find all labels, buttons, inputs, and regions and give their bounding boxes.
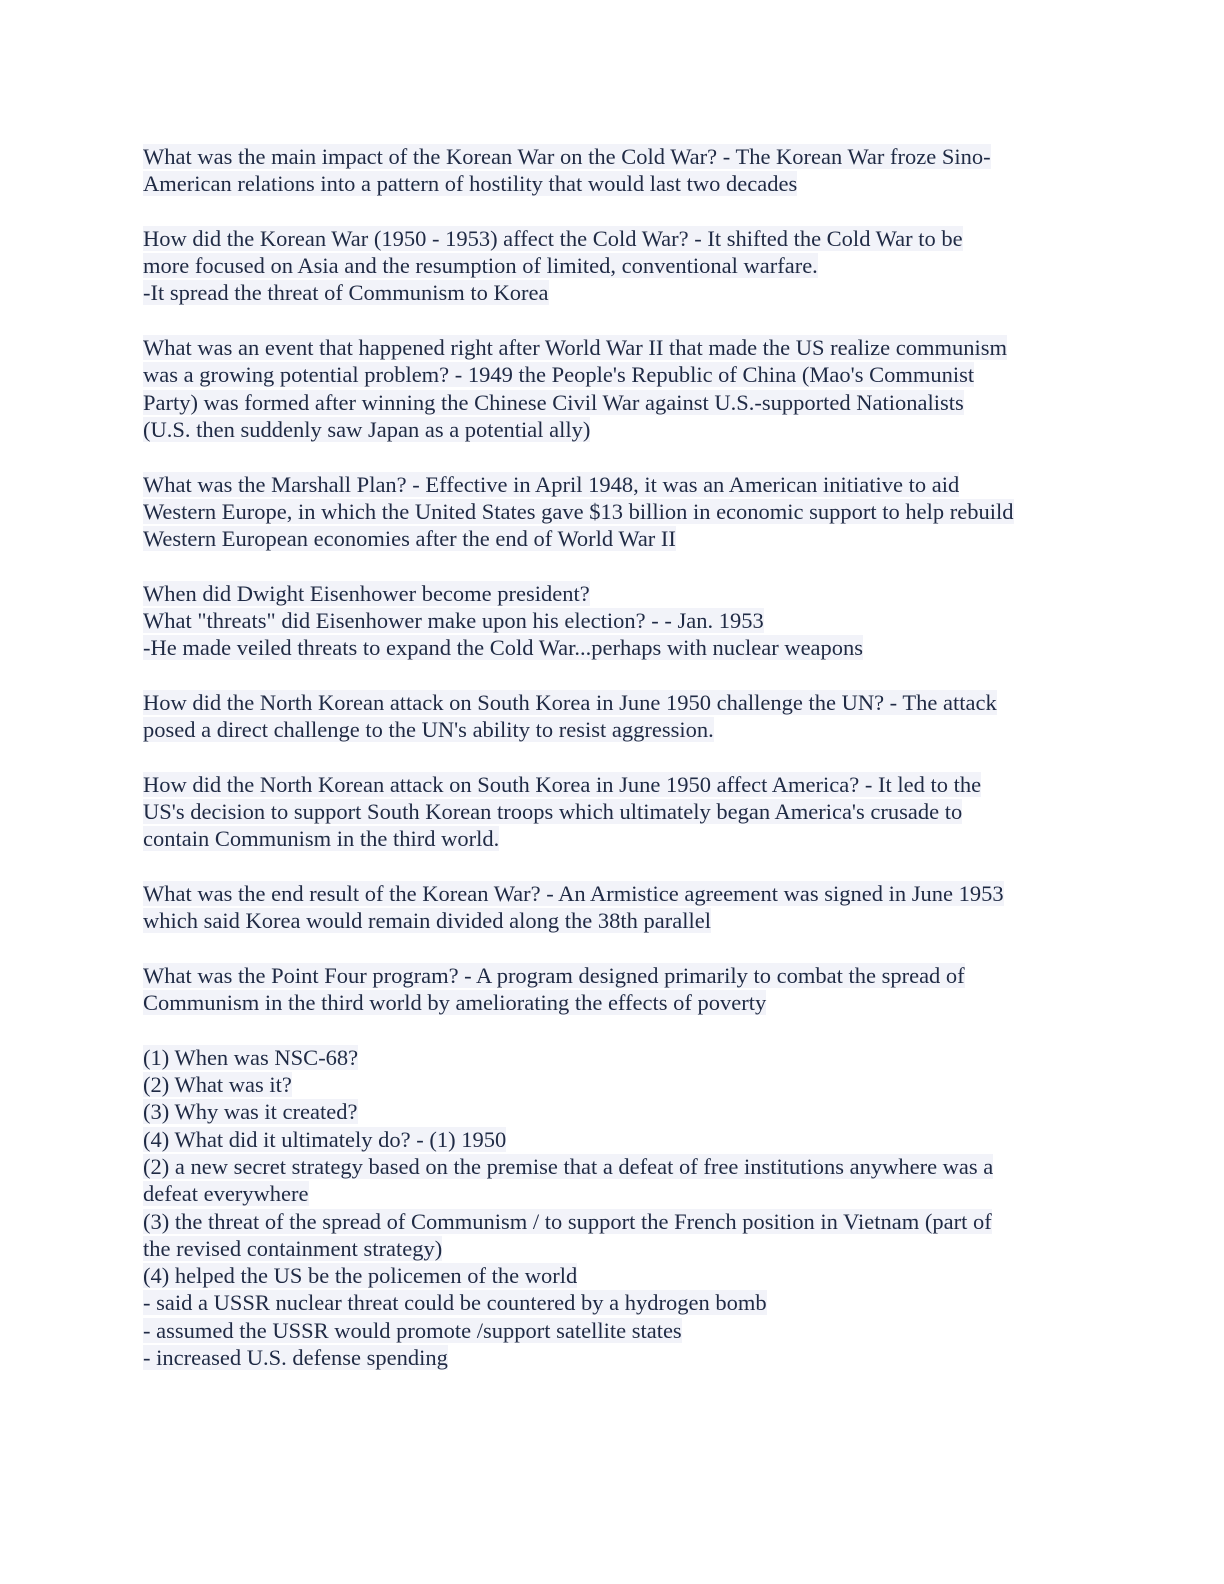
text-line: What "threats" did Eisenhower make upon his election? - - Jan. 1953 <box>143 608 764 634</box>
document-page <box>143 143 1073 1399</box>
text-line: -He made veiled threats to expand the Cold War...perhaps with nuclear weapons <box>143 635 864 661</box>
text-line: (3) Why was it created? <box>143 1099 358 1125</box>
flashcard-entry <box>143 471 1073 553</box>
flashcard-entry <box>143 771 1073 853</box>
text-line: the revised containment strategy) <box>143 1235 443 1261</box>
flashcard-entry <box>143 143 1073 198</box>
text-line: (1) When was NSC-68? <box>143 1044 359 1070</box>
text-line: When did Dwight Eisenhower become president? <box>143 580 590 606</box>
flashcard-entry <box>143 225 1073 307</box>
text-line: posed a direct challenge to the UN's ability to resist aggression. <box>143 717 714 743</box>
text-line: What was the Marshall Plan? - Effective in April 1948, it was an American initiative to aid <box>143 471 960 497</box>
text-line: (4) helped the US be the policemen of the world <box>143 1263 578 1289</box>
text-line: contain Communism in the third world. <box>143 826 500 852</box>
text-line: What was the end result of the Korean War? - An Armistice agreement was signed in June 1953 <box>143 881 1004 907</box>
text-line: What was the Point Four program? - A program designed primarily to combat the spread of <box>143 962 965 988</box>
text-line: which said Korea would remain divided along the 38th parallel <box>143 908 711 934</box>
text-line: Western Europe, in which the United States gave $13 billion in economic support to help rebuild <box>143 498 1014 524</box>
text-line: defeat everywhere <box>143 1181 309 1207</box>
text-line: (U.S. then suddenly saw Japan as a potential ally) <box>143 416 591 442</box>
text-line: How did the Korean War (1950 - 1953) affect the Cold War? - It shifted the Cold War to be <box>143 225 963 251</box>
text-line: - said a USSR nuclear threat could be countered by a hydrogen bomb <box>143 1290 767 1316</box>
text-line: American relations into a pattern of hostility that would last two decades <box>143 171 798 197</box>
text-line: Party) was formed after winning the Chinese Civil War against U.S.-supported Nationalists <box>143 389 964 415</box>
text-line: (2) a new secret strategy based on the premise that a defeat of free institutions anywhere was a <box>143 1153 994 1179</box>
text-line: was a growing potential problem? - 1949 the People's Republic of China (Mao's Communist <box>143 362 975 388</box>
text-line: more focused on Asia and the resumption of limited, conventional warfare. <box>143 253 818 279</box>
flashcard-entry <box>143 580 1073 662</box>
flashcard-entry <box>143 689 1073 744</box>
text-line: (2) What was it? <box>143 1072 292 1098</box>
flashcard-entry <box>143 1044 1073 1372</box>
text-line: Communism in the third world by ameliorating the effects of poverty <box>143 990 767 1016</box>
text-line: How did the North Korean attack on South Korea in June 1950 challenge the UN? - The attack <box>143 689 997 715</box>
flashcard-entry <box>143 334 1073 443</box>
text-line: - assumed the USSR would promote /support satellite states <box>143 1317 682 1343</box>
text-line: (4) What did it ultimately do? - (1) 1950 <box>143 1126 507 1152</box>
flashcard-entry <box>143 962 1073 1017</box>
text-line: How did the North Korean attack on South Korea in June 1950 affect America? - It led to the <box>143 771 982 797</box>
text-line: - increased U.S. defense spending <box>143 1345 448 1371</box>
text-line: What was an event that happened right after World War II that made the US realize communism <box>143 335 1007 361</box>
text-line: US's decision to support South Korean troops which ultimately began America's crusade to <box>143 799 963 825</box>
flashcard-entry <box>143 880 1073 935</box>
text-line: -It spread the threat of Communism to Korea <box>143 280 549 306</box>
text-line: Western European economies after the end of World War II <box>143 526 676 552</box>
text-line: (3) the threat of the spread of Communism / to support the French position in Vietnam (part of <box>143 1208 992 1234</box>
text-line: What was the main impact of the Korean War on the Cold War? - The Korean War froze Sino- <box>143 144 991 169</box>
